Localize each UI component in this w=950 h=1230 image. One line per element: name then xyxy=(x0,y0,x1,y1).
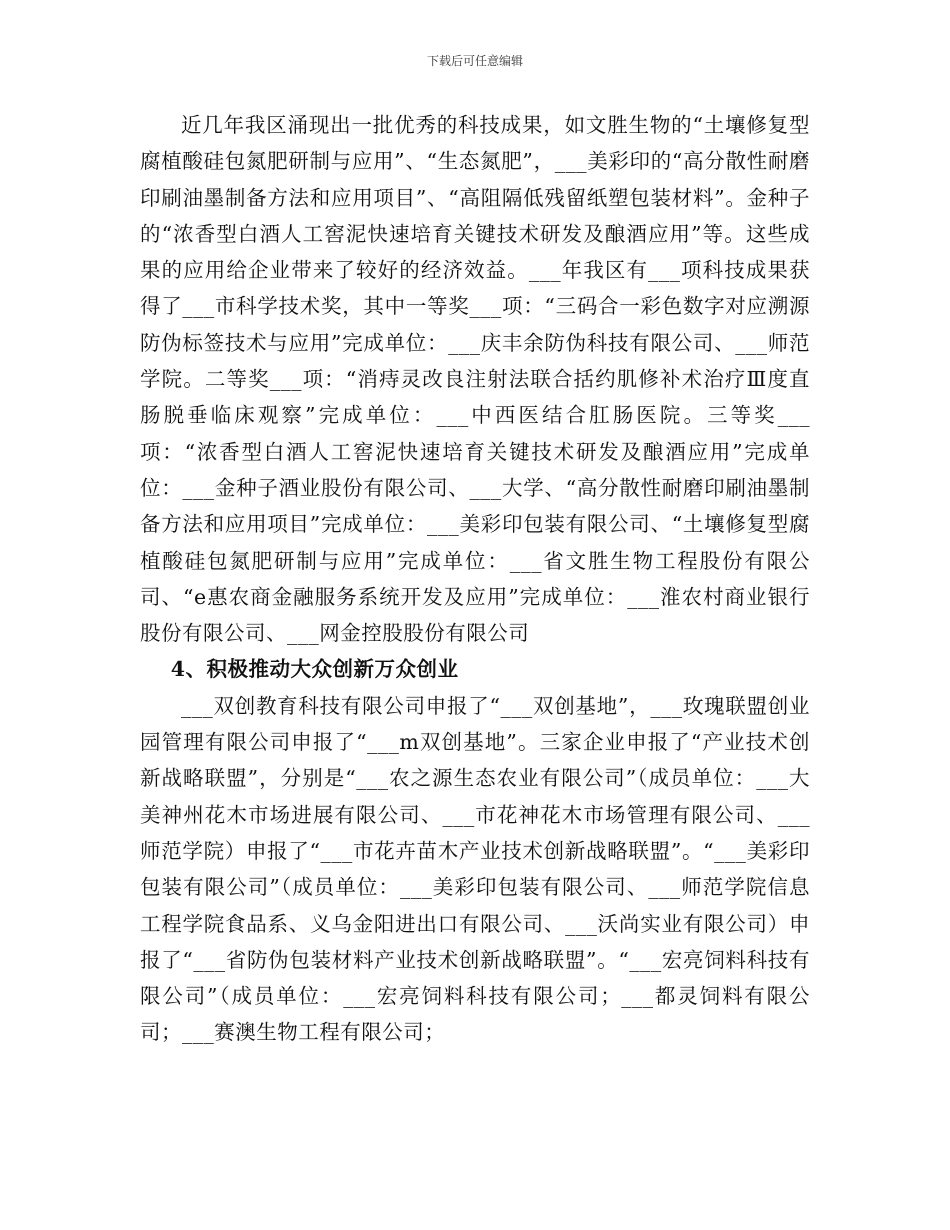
section-heading: 4、积极推动大众创新万众创业 xyxy=(170,657,459,682)
page-header: 下载后可任意编辑 xyxy=(426,54,523,68)
paragraph-tech-achievements: 近几年我区涌现出一批优秀的科技成果，如文胜生物的“土壤修复型腐植酸硅包氮肥研制与应用”、“生态氮肥”，___美彩印的“高分散性耐磨印刷油墨制备方法和应用项目”、“高阻隔低残留纸塑包装材料”。金种子的“浓香型白酒人工窖泥快速培育关键技术研发及酿酒应用”等。这些成果的应用给企业带来了较好的经济效益。___年我区有___项科技成果获得了___市科学技术奖，其中一等奖___项：“三码合一彩色数字对应溯源防伪标签技术与应用”完成单位：___庆丰余防伪科技有限公司、___师范学院。二等奖___项：“消痔灵改良注射法联合括约肌修补术治疗Ⅲ度直肠脱垂临床观察”完成单位：___中西医结合肛肠医院。三等奖___项：“浓香型白酒人工窖泥快速培育关键技术研发及酿酒应用”完成单位：___金种子酒业股份有限公司、___大学、“高分散性耐磨印刷油墨制备方法和应用项目”完成单位：___美彩印包装有限公司、“土壤修复型腐植酸硅包氮肥研制与应用”完成单位：___省文胜生物工程股份有限公司、“e惠农商金融服务系统开发及应用”完成单位：___淮农村商业银行股份有限公司、___网金控股股份有限公司 xyxy=(140,113,810,646)
paragraph-innovation: ___双创教育科技有限公司申报了“___双创基地”，___玫瑰联盟创业园管理有限公司申报了“___m双创基地”。三家企业申报了“产业技术创新战略联盟”，分别是“___农之源生态农业有限公司”（成员单位：___大美神州花木市场进展有限公司、___市花神花木市场管理有限公司、___师范学院）申报了“___市花卉苗木产业技术创新战略联盟”。“___美彩印包装有限公司”（成员单位：___美彩印包装有限公司、___师范学院信息工程学院食品系、义乌金阳进出口有限公司、___沃尚实业有限公司）申报了“___省防伪包装材料产业技术创新战略联盟”。“___宏亮饲料科技有限公司”（成员单位：___宏亮饲料科技有限公司；___都灵饲料有限公司；___赛澳生物工程有限公司； xyxy=(140,693,810,1045)
document-body xyxy=(140,107,810,1051)
